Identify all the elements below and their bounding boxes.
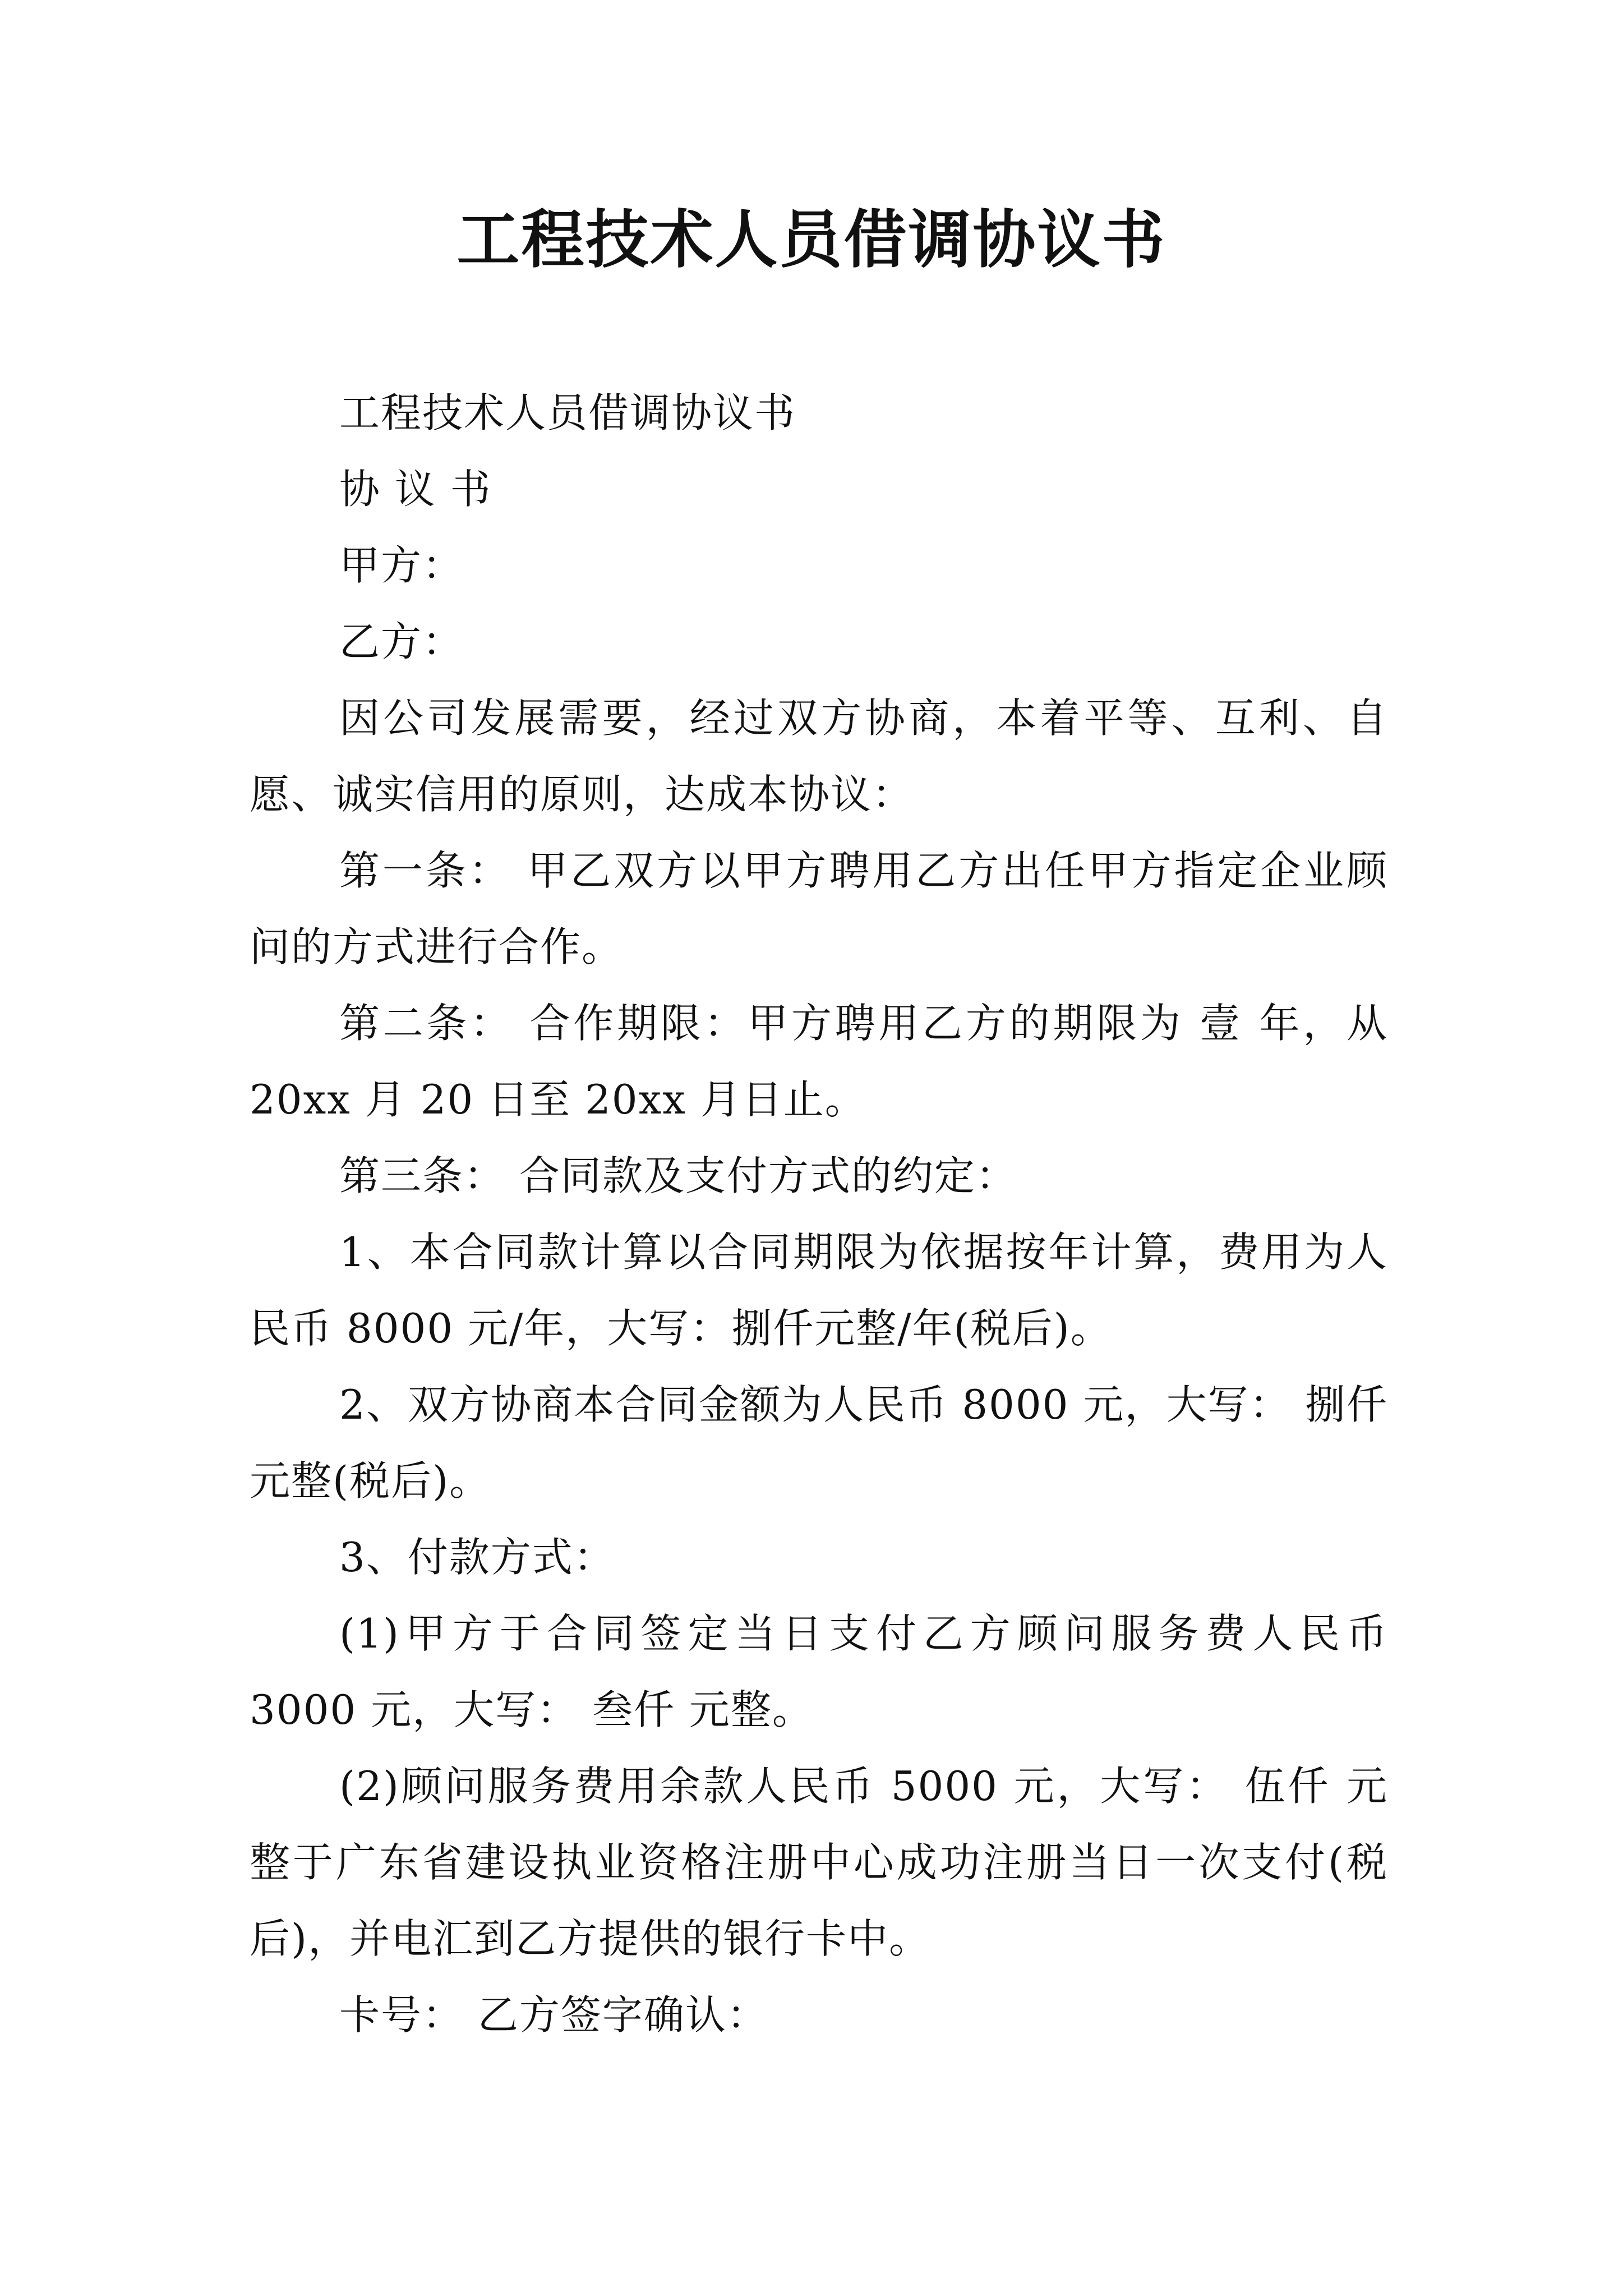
paragraph-article-3: 第三条： 合同款及支付方式的约定： xyxy=(339,1152,1017,1199)
paragraph-article-2: 第二条： 合作期限：甲方聘用乙方的期限为 壹 年，从 20xx 月 20 日至 20xx 月日止。 xyxy=(250,1000,1388,1123)
document-body xyxy=(250,375,1388,2053)
paragraph-party-b: 乙方： xyxy=(339,618,464,665)
paragraph-party-a: 甲方： xyxy=(339,542,464,589)
paragraph-clause-1: 1、本合同款计算以合同期限为依据按年计算，费用为人民币 8000 元/年，大写：捌仟元整/年(税后)。 xyxy=(250,1228,1388,1352)
paragraph-clause-2: 2、双方协商本合同金额为人民币 8000 元，大写： 捌仟 元整(税后)。 xyxy=(250,1381,1388,1504)
paragraph-subtitle: 工程技术人员借调协议书 xyxy=(339,389,796,436)
paragraph-agreement-heading: 协 议 书 xyxy=(339,466,492,513)
paragraph-payment-2: (2)顾问服务费用余款人民币 5000 元，大写： 伍仟 元整于广东省建设执业资格注册中心成功注册当日一次支付(税后)，并电汇到乙方提供的银行卡中。 xyxy=(250,1763,1388,1962)
paragraph-card-signature: 卡号： 乙方签字确认： xyxy=(339,1991,768,2039)
paragraph-payment-1: (1)甲方于合同签定当日支付乙方顾问服务费人民币 3000 元，大写： 叁仟 元整。 xyxy=(250,1610,1388,1733)
paragraph-clause-3: 3、付款方式： xyxy=(339,1534,615,1581)
document-title: 工程技术人员借调协议书 xyxy=(457,203,1166,277)
paragraph-article-1: 第一条： 甲乙双方以甲方聘用乙方出任甲方指定企业顾问的方式进行合作。 xyxy=(250,847,1388,970)
paragraph-preamble: 因公司发展需要，经过双方协商，本着平等、互利、自愿、诚实信用的原则，达成本协议： xyxy=(250,694,1388,818)
